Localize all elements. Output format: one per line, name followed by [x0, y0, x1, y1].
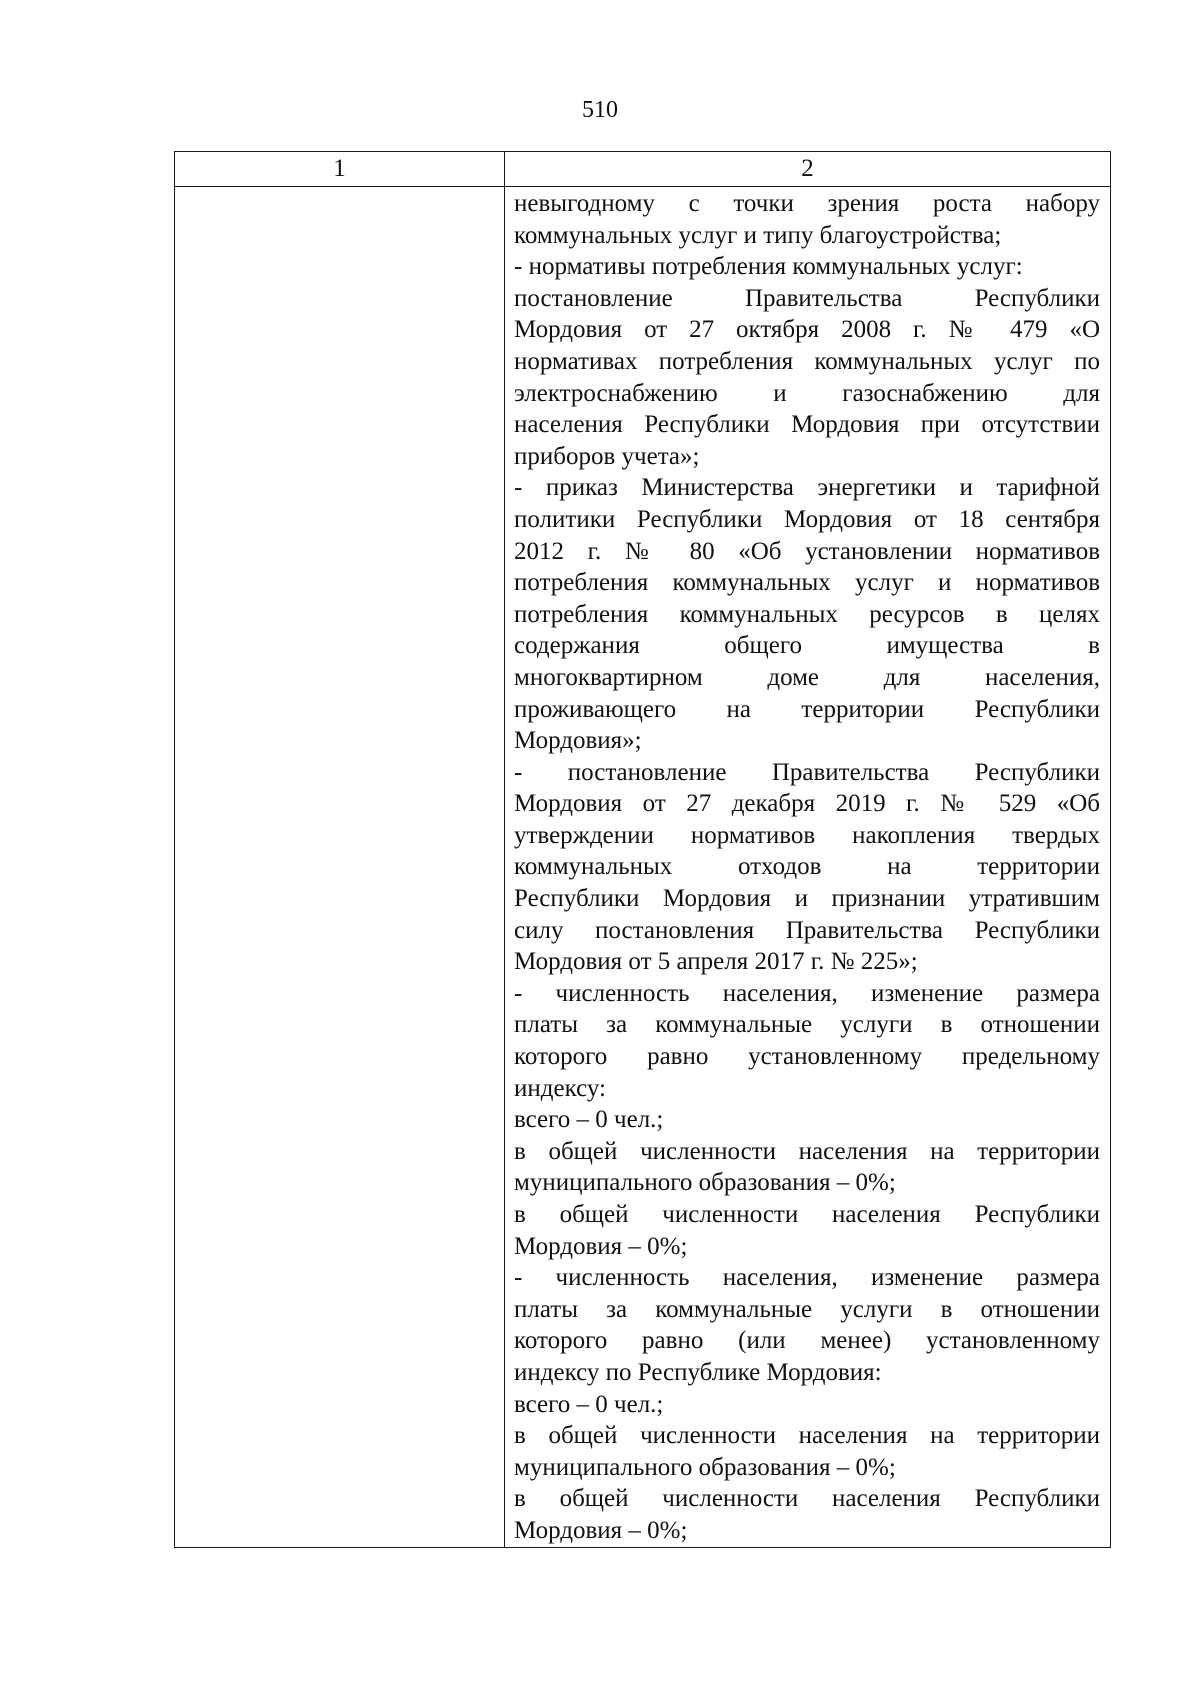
text-line: проживающего на территории Республики [514, 695, 1100, 723]
text-line: индексу по Республике Мордовия: [514, 1358, 882, 1386]
text-line: 2012 г. № 80 «Об установлении нормативов [514, 537, 1100, 565]
text-line: содержания общего имущества в [514, 632, 1100, 660]
document-table [174, 151, 1111, 1548]
text-line: - численность населения, изменение размера [514, 979, 1100, 1007]
text-line: в общей численности населения на территории [514, 1137, 1100, 1165]
text-line: приборов учета»; [514, 442, 700, 470]
text-line: электроснабжению и газоснабжению для [514, 379, 1100, 407]
text-line: Мордовия – 0%; [514, 1516, 688, 1544]
text-line: постановление Правительства Республики [514, 284, 1100, 312]
text-line: потребления коммунальных услуг и нормативов [514, 569, 1100, 597]
text-line: в общей численности населения Республики [514, 1201, 1100, 1228]
text-line: коммунальных отходов на территории [514, 853, 1100, 881]
text-line: - приказ Министерства энергетики и тарифной [514, 474, 1100, 502]
column-2-cell [505, 187, 1111, 1548]
text-line: Мордовия от 27 октября 2008 г. № 479 «О [514, 316, 1100, 344]
text-line: индексу: [514, 1074, 606, 1102]
text-line: муниципального образования – 0%; [514, 1453, 896, 1481]
text-line: невыгодному с точки зрения роста набору [514, 190, 1100, 217]
text-line: всего – 0 чел.; [514, 1390, 664, 1418]
text-line: Мордовия от 5 апреля 2017 г. № 225»; [514, 948, 918, 976]
text-line: потребления коммунальных ресурсов в целях [514, 600, 1100, 628]
table-row [175, 187, 1111, 1548]
page-number: 510 [582, 97, 618, 123]
column-2-header: 2 [505, 152, 1111, 187]
text-line: в общей численности населения на территории [514, 1422, 1100, 1450]
text-line: - численность населения, изменение размера [514, 1264, 1100, 1292]
text-line: платы за коммунальные услуги в отношении [514, 1295, 1100, 1323]
text-line: силу постановления Правительства Республики [514, 916, 1100, 944]
text-line: - нормативы потребления коммунальных услуг: [514, 253, 1023, 281]
text-line: политики Республики Мордовия от 18 сентября [514, 505, 1100, 533]
text-line: Мордовия»; [514, 727, 642, 755]
text-line: утверждении нормативов накопления твердых [514, 821, 1100, 849]
text-line: платы за коммунальные услуги в отношении [514, 1011, 1100, 1039]
table-header-row [175, 152, 1111, 187]
text-line: всего – 0 чел.; [514, 1106, 664, 1134]
column-1-cell [175, 187, 505, 1548]
text-line: нормативах потребления коммунальных услуг по [514, 347, 1100, 375]
text-line: муниципального образования – 0%; [514, 1169, 896, 1197]
text-line: населения Республики Мордовия при отсутствии [514, 411, 1100, 439]
text-line: которого равно установленному предельному [514, 1043, 1100, 1071]
text-line: Республики Мордовия и признании утратившим [514, 885, 1100, 913]
text-line: многоквартирном доме для населения, [514, 663, 1100, 691]
text-line: которого равно (или менее) установленному [514, 1327, 1100, 1355]
text-line: Мордовия от 27 декабря 2019 г. № 529 «Об [514, 790, 1100, 818]
text-line: в общей численности населения Республики [514, 1485, 1100, 1513]
text-line: Мордовия – 0%; [514, 1232, 688, 1260]
text-line: коммунальных услуг и типу благоустройства; [514, 221, 1002, 249]
text-line: - постановление Правительства Республики [514, 758, 1100, 786]
column-1-header: 1 [175, 152, 505, 187]
